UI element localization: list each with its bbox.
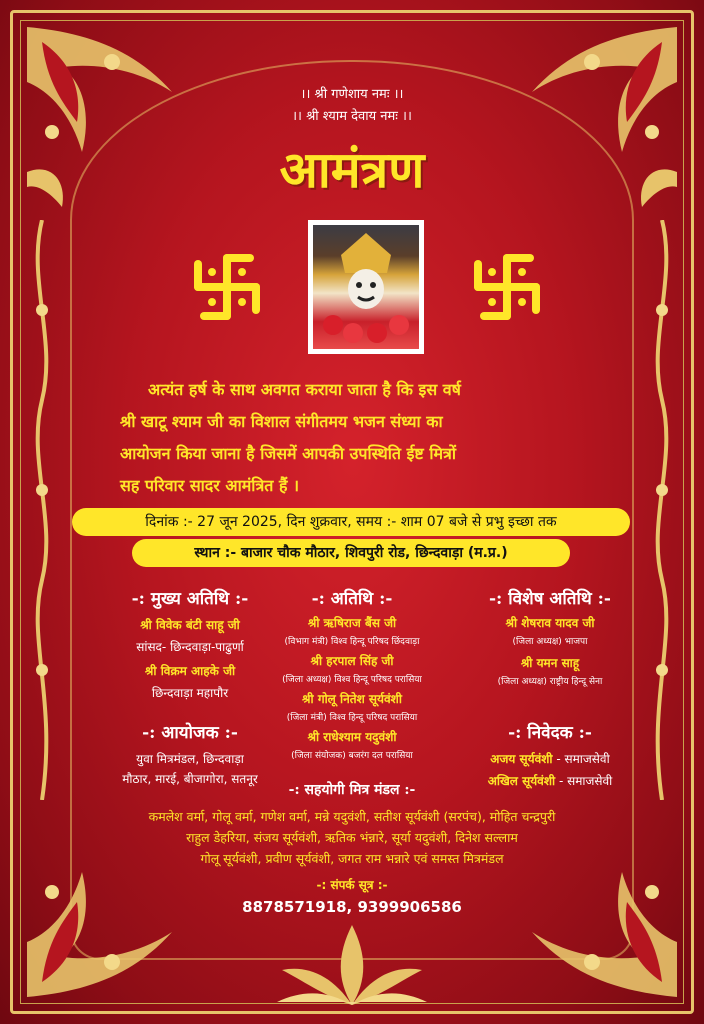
intro-line-4: सह परिवार सादर आमंत्रित हैं । (120, 476, 300, 495)
chief-guest-heading: -: मुख्य अतिथि :- (131, 589, 249, 609)
event-date-band: दिनांक :- 27 जून 2025, दिन शुक्रवार, समय :- शाम 07 बजे से प्रभु इच्छा तक (72, 508, 630, 536)
chief-guest-role-1: सांसद- छिन्दवाड़ा-पाढुर्णा (136, 640, 244, 654)
chief-guest-role-2: छिन्दवाड़ा महापौर (151, 686, 229, 700)
intro-paragraph (120, 374, 590, 502)
special-guest-heading: -: विशेष अतिथि :- (488, 589, 611, 609)
lotus-ornament-bottom (272, 920, 432, 1010)
guest-role-3: (जिला मंत्री) विश्व हिन्दू परिषद परासिया (286, 713, 418, 723)
requester-heading: -: निवेदक :- (508, 723, 592, 743)
chief-guest-name-2: श्री विक्रम आहके जी (144, 664, 236, 678)
invitation-title: आमंत्रण (279, 140, 425, 199)
organizer-line-1: युवा मित्रमंडल, छिन्दवाड़ा (136, 752, 244, 766)
requester-name-2: अखिल सूर्यवंशी (487, 774, 556, 788)
guest-role-4: (जिला संयोजक) बजरंग दल परासिया (291, 751, 413, 761)
organizer-line-2: मौठार, मारई, बीजागोरा, सतनूर (122, 772, 258, 786)
swastika-icon-right (470, 250, 544, 324)
team-members (80, 806, 624, 869)
requester-row-1 (450, 750, 650, 767)
event-venue-band: स्थान :- बाजार चौक मौठार, शिवपुरी रोड, छिन्दवाड़ा (म.प्र.) (132, 539, 570, 567)
swastika-icon-left (190, 250, 264, 324)
requester-name-1: अजय सूर्यवंशी (490, 752, 553, 766)
deity-photo (308, 220, 424, 354)
team-line-2: राहुल डेहरिया, संजय सूर्यवंशी, ऋतिक भंन्नारे, सूर्या यदुवंशी, दिनेश सल्लाम (186, 830, 518, 845)
guest-name-1: श्री ऋषिराज बैंस जी (307, 616, 397, 630)
team-heading: -: सहयोगी मित्र मंडल :- (288, 782, 416, 798)
team-line-3: गोलू सूर्यवंशी, प्रवीण सूर्यवंशी, जगत राम भन्नारे एवं समस्त मित्रमंडल (200, 851, 504, 866)
intro-line-3: आयोजन किया जाना है जिसमें आपकी उपस्थिति ईष्ट मित्रों (120, 444, 457, 463)
special-guest-role-2: (जिला अध्यक्ष) राष्ट्रीय हिन्दू सेना (497, 677, 603, 687)
requester-row-2 (450, 772, 650, 789)
mantra-shyam: ।। श्री श्याम देवाय नमः ।। (292, 109, 412, 124)
special-guest-name-2: श्री यमन साहू (520, 656, 580, 670)
deity-photo-image (313, 225, 419, 349)
contact-phones: 8878571918, 9399906586 (242, 898, 462, 916)
guest-name-4: श्री राधेश्याम यदुवंशी (307, 730, 397, 744)
intro-line-2: श्री खाटू श्याम जी का विशाल संगीतमय भजन संध्या का (120, 412, 443, 431)
guest-name-2: श्री हरपाल सिंह जी (310, 654, 394, 668)
requester-role-2: - समाजसेवी (558, 774, 613, 788)
guest-name-3: श्री गोलू नितेश सूर्यवंशी (302, 692, 402, 706)
floral-border-ornament-left (22, 220, 62, 800)
requester-role-1: - समाजसेवी (556, 752, 610, 766)
guest-role-2: (जिला अध्यक्ष) विश्व हिन्दू परिषद परासिया (282, 675, 422, 685)
organizer-heading: -: आयोजक :- (142, 723, 238, 743)
floral-border-ornament-right (642, 220, 682, 800)
special-guest-role-1: (जिला अध्यक्ष) भाजपा (512, 637, 588, 647)
contact-heading: -: संपर्क सूत्र :- (316, 878, 388, 892)
team-line-1: कमलेश वर्मा, गोलू वर्मा, गणेश वर्मा, मन्ने यदुवंशी, सतीश सूर्यवंशी (सरपंच), मोहित चन्द्रपुरी (148, 809, 556, 824)
special-guest-name-1: श्री शेषराव यादव जी (505, 616, 595, 630)
guest-role-1: (विभाग मंत्री) विश्व हिन्दू परिषद छिंदवाड़ा (284, 637, 420, 647)
guest-heading: -: अतिथि :- (311, 589, 393, 609)
mantra-ganesh: ।। श्री गणेशाय नमः ।। (300, 87, 404, 102)
intro-line-1: अत्यंत हर्ष के साथ अवगत कराया जाता है कि इस वर्ष (148, 380, 461, 399)
chief-guest-name-1: श्री विवेक बंटी साहू जी (140, 618, 240, 632)
